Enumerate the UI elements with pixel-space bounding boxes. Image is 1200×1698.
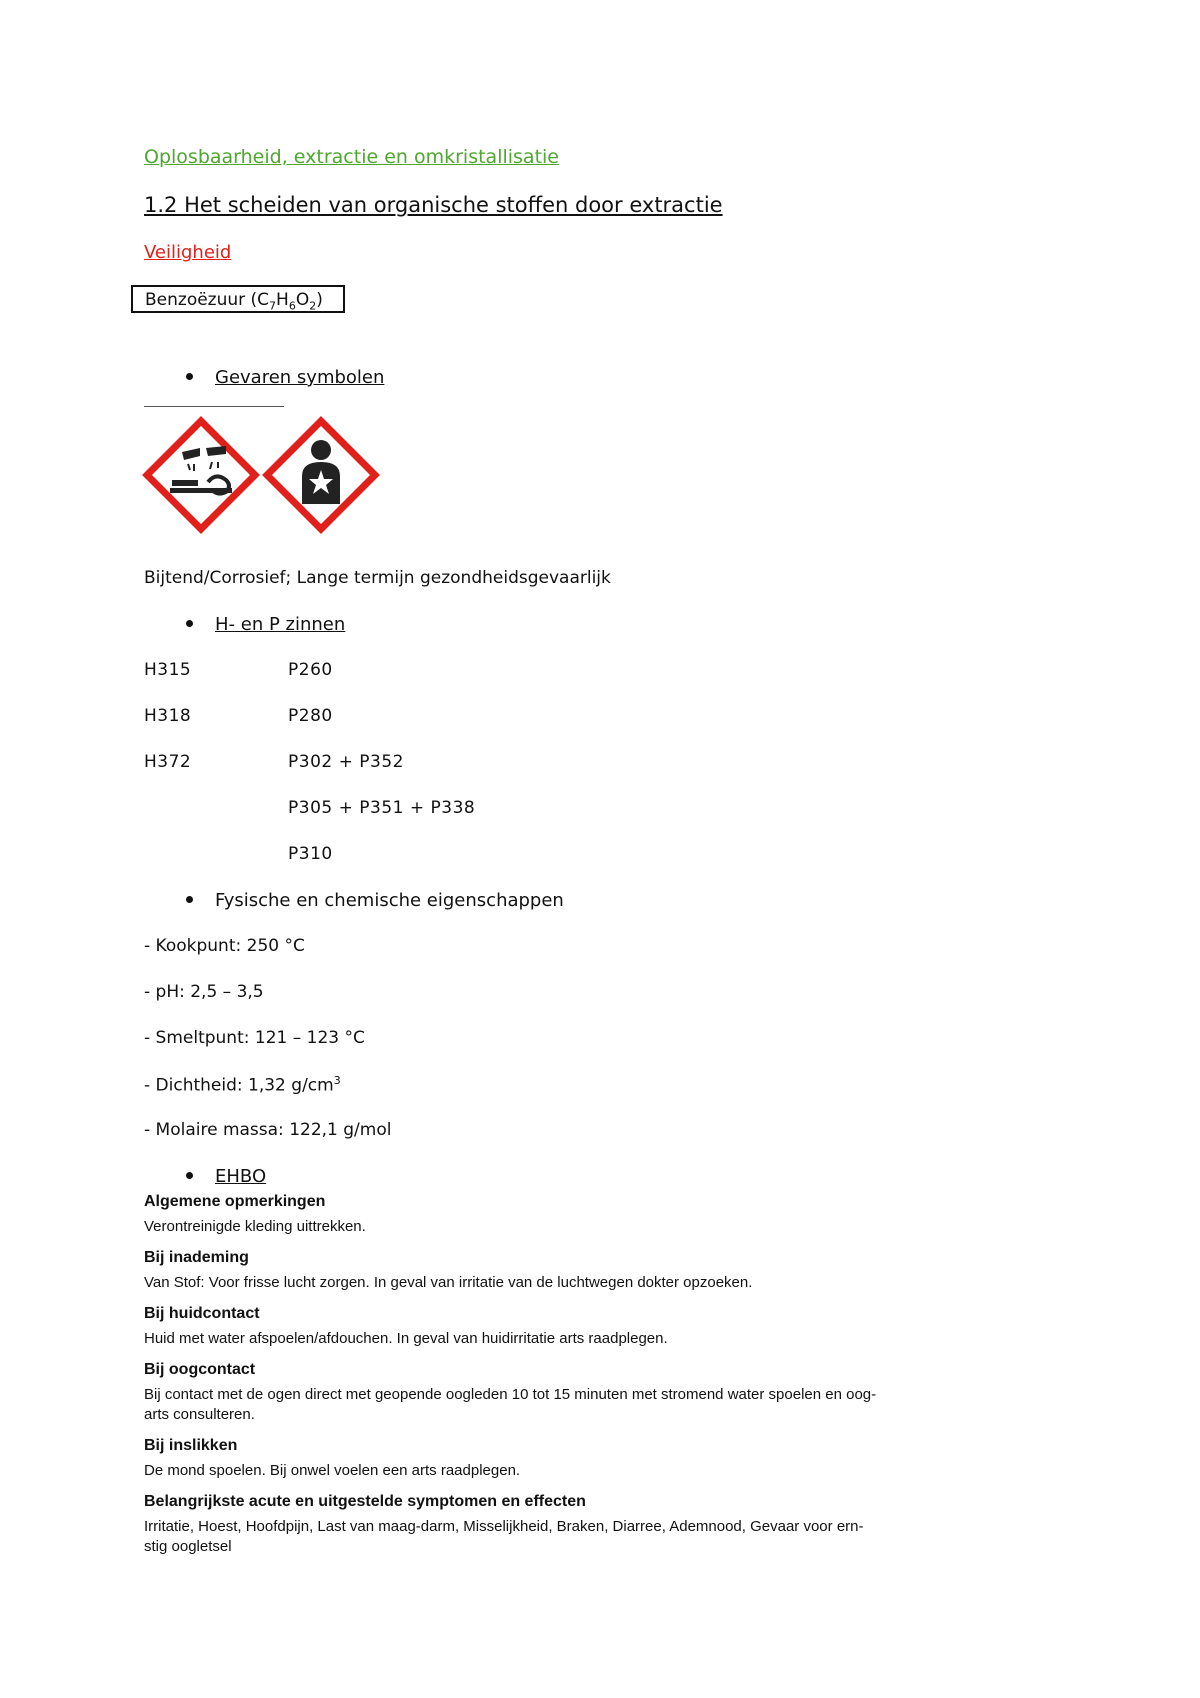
hydrogen-subscript: 6: [288, 299, 296, 313]
first-aid-heading: Belangrijkste acute en uitgestelde symptomen en effecten: [144, 1493, 586, 1510]
substance-name: Benzoëzuur (C: [145, 290, 270, 310]
p-statement: P302 + P352: [288, 752, 404, 772]
first-aid-heading: Bij oogcontact: [144, 1361, 256, 1378]
property-density: [144, 1074, 341, 1096]
health-hazard-icon: [262, 416, 380, 534]
first-aid-text: Van Stof: Voor frisse lucht zorgen. In geval van irritatie van de luchtwegen dokter opzoeken.: [144, 1274, 753, 1291]
document-title: Oplosbaarheid, extractie en omkristallisatie: [144, 146, 559, 168]
bullet-dot: [186, 1172, 193, 1179]
bullet-properties: [186, 890, 564, 911]
hazard-symbols-label: Gevaren symbolen: [215, 367, 385, 388]
bullet-h-p: [186, 614, 345, 635]
bullet-hazard-symbols: [186, 367, 384, 388]
hazard-description: Bijtend/Corrosief; Lange termijn gezondheidsgevaarlijk: [144, 568, 611, 588]
density-superscript: 3: [333, 1074, 341, 1087]
bullet-first-aid: [186, 1166, 266, 1187]
bullet-dot: [186, 620, 193, 627]
first-aid-heading: Bij huidcontact: [144, 1305, 260, 1322]
first-aid-heading: Algemene opmerkingen: [144, 1193, 326, 1210]
first-aid-text: Bij contact met de ogen direct met geopende oogleden 10 tot 15 minuten met stromend water spoelen en oog-: [144, 1386, 877, 1403]
property-boiling-point: - Kookpunt: 250 °C: [144, 936, 305, 956]
first-aid-text: Huid met water afspoelen/afdouchen. In geval van huidirritatie arts raadplegen.: [144, 1330, 668, 1347]
first-aid-text-continued: arts consulteren.: [144, 1406, 255, 1423]
oxygen-subscript: 2: [309, 299, 317, 313]
h-statement: H315: [144, 660, 192, 680]
p-statement: P280: [288, 706, 333, 726]
first-aid-text: Verontreinigde kleding uittrekken.: [144, 1218, 366, 1235]
substance-close: ): [316, 290, 323, 310]
property-ph: - pH: 2,5 – 3,5: [144, 982, 264, 1002]
h-p-label: H- en P zinnen: [215, 614, 346, 635]
first-aid-text-continued: stig oogletsel: [144, 1538, 232, 1555]
safety-label: Veiligheid: [144, 242, 232, 263]
carbon-subscript: 7: [269, 299, 277, 313]
p-statement: P260: [288, 660, 333, 680]
first-aid-text: Irritatie, Hoest, Hoofdpijn, Last van maag-darm, Misselijkheid, Braken, Diarree, Ademnood, Gevaar voor ern-: [144, 1518, 864, 1535]
p-statement: P310: [288, 844, 333, 864]
properties-label: Fysische en chemische eigenschappen: [215, 890, 564, 911]
bullet-dot: [186, 896, 193, 903]
h-statement: H318: [144, 706, 192, 726]
h-statement: H372: [144, 752, 192, 772]
p-statement: P305 + P351 + P338: [288, 798, 476, 818]
density-text: - Dichtheid: 1,32 g/cm: [144, 1075, 334, 1096]
section-heading: 1.2 Het scheiden van organische stoffen door extractie: [144, 193, 723, 217]
corrosion-icon: [142, 416, 260, 534]
oxygen-symbol: O: [295, 290, 310, 310]
bullet-dot: [186, 373, 193, 380]
first-aid-heading: Bij inslikken: [144, 1437, 238, 1454]
first-aid-label: EHBO: [215, 1166, 267, 1187]
first-aid-heading: Bij inademing: [144, 1249, 249, 1266]
property-melting-point: - Smeltpunt: 121 – 123 °C: [144, 1028, 365, 1048]
first-aid-text: De mond spoelen. Bij onwel voelen een arts raadplegen.: [144, 1462, 521, 1479]
divider-line: [144, 406, 284, 407]
hydrogen-symbol: H: [276, 290, 289, 310]
property-molar-mass: - Molaire massa: 122,1 g/mol: [144, 1120, 392, 1140]
substance-box: [131, 285, 345, 313]
